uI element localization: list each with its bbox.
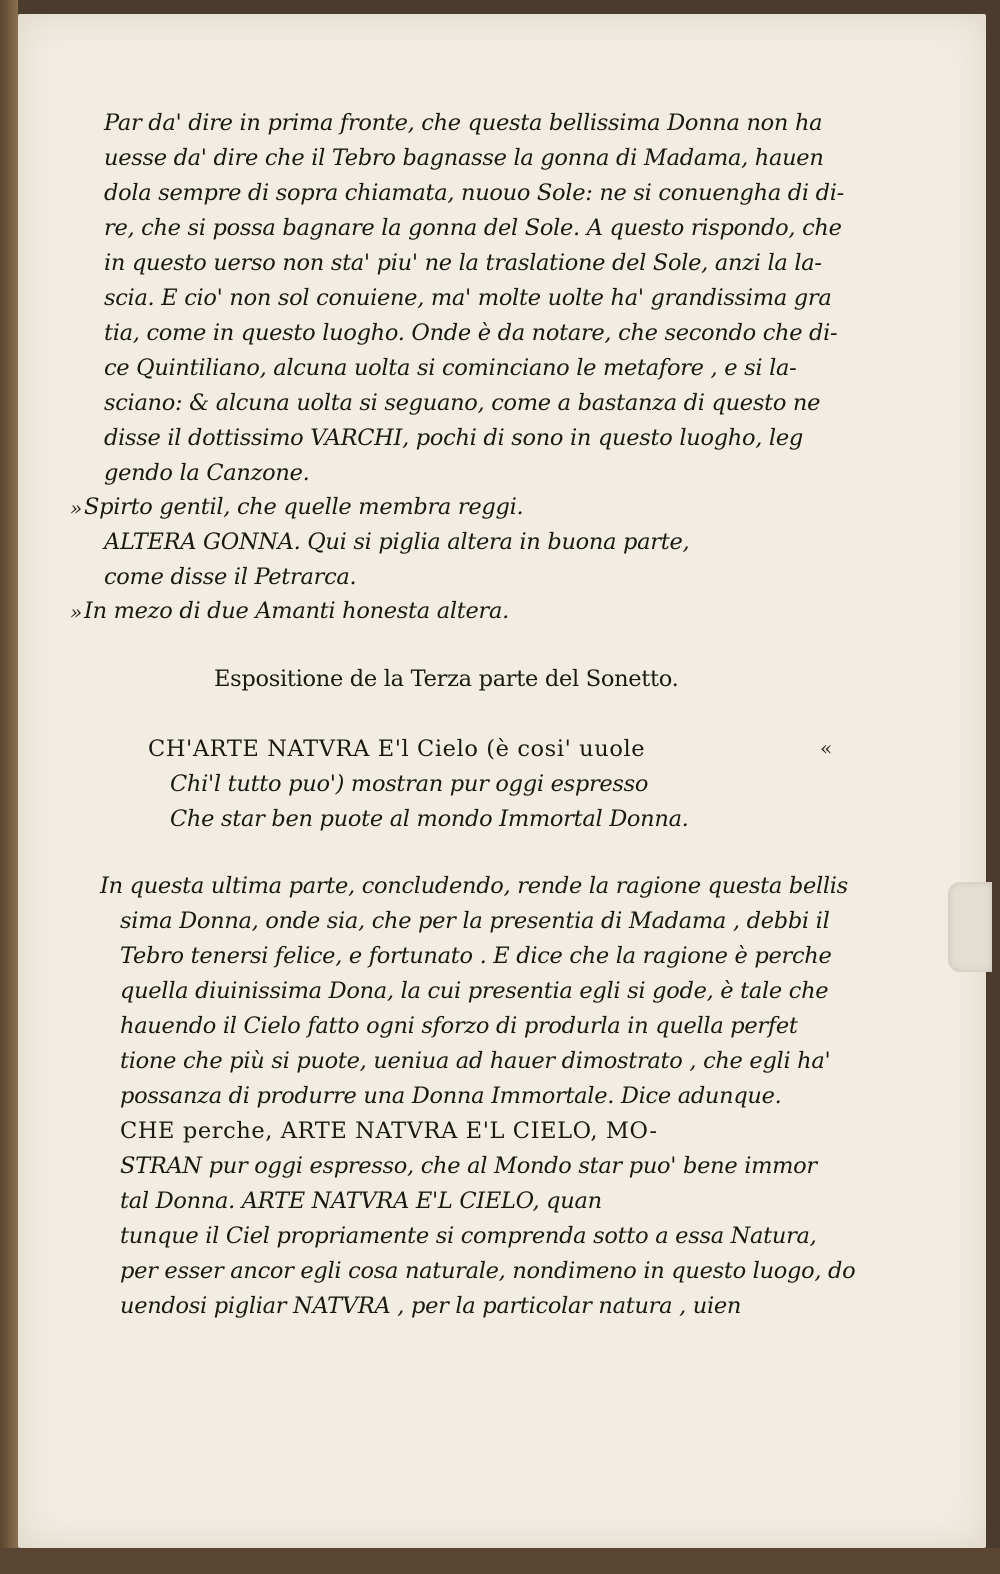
text-line: uesse da' dire che il Tebro bagnasse la gonna di Madama, hauen — [104, 145, 824, 171]
margin-quote-mark: » — [70, 600, 82, 624]
quotation-line: Spirto gentil, che quelle membra reggi. — [84, 494, 524, 520]
text-line: come disse il Petrarca. — [104, 564, 357, 590]
text-line: uendosi pigliar NATVRA , per la particolar natura , uien — [120, 1293, 742, 1319]
text-line: per esser ancor egli cosa naturale, nondimeno in questo luogo, do — [120, 1258, 856, 1284]
text-line: hauendo il Cielo fatto ogni sforzo di produrla in quella perfet — [120, 1013, 798, 1039]
text-line: disse il dottissimo VARCHI, pochi di sono in questo luogho, leg — [104, 425, 803, 451]
text-line: Tebro tenersi felice, e fortunato . E dice che la ragione è perche — [120, 943, 832, 969]
text-line: ALTERA GONNA. Qui si piglia altera in buona parte, — [104, 529, 690, 555]
text-line: sciano: & alcuna uolta si seguano, come a bastanza di questo ne — [104, 390, 821, 416]
margin-quote-mark: » — [70, 496, 82, 520]
text-line: in questo uerso non sta' piu' ne la traslatione del Sole, anzi la la- — [104, 250, 822, 276]
text-line: CHE perche, ARTE NATVRA E'L CIELO, MO- — [120, 1118, 658, 1144]
text-line: quella diuinissima Dona, la cui presentia egli si gode, è tale che — [120, 978, 829, 1004]
text-line: gendo la Canzone. — [104, 460, 310, 486]
book-spine-edge — [0, 0, 18, 1574]
book-page — [18, 14, 986, 1548]
text-line: tal Donna. ARTE NATVRA E'L CIELO, quan — [120, 1188, 602, 1214]
verse-line: Che star ben puote al mondo Immortal Donna. — [170, 806, 689, 832]
text-line: tia, come in questo luogho. Onde è da notare, che secondo che di- — [104, 320, 838, 346]
text-line: tunque il Ciel propriamente si comprenda sotto a essa Natura, — [120, 1223, 817, 1249]
quotation-line: In mezo di due Amanti honesta altera. — [84, 598, 509, 624]
text-line: scia. E cio' non sol conuiene, ma' molte uolte ha' grandissima gra — [104, 285, 832, 311]
text-line: re, che si possa bagnare la gonna del Sole. A questo rispondo, che — [104, 215, 842, 241]
text-line: possanza di produrre una Donna Immortale. Dice adunque. — [120, 1083, 782, 1109]
page-tab — [948, 882, 992, 972]
text-line: Par da' dire in prima fronte, che questa bellissima Donna non ha — [104, 110, 823, 136]
text-line: STRAN pur oggi espresso, che al Mondo star puo' bene immor — [120, 1153, 817, 1179]
text-line: dola sempre di sopra chiamata, nuouo Sole: ne si conuengha di di- — [104, 180, 844, 206]
section-heading: Espositione de la Terza parte del Sonetto. — [214, 666, 679, 692]
text-line: In questa ultima parte, concludendo, rende la ragione questa bellis — [100, 873, 848, 899]
text-line: sima Donna, onde sia, che per la presentia di Madama , debbi il — [120, 908, 830, 934]
book-bottom-edge — [0, 1548, 1000, 1574]
text-line: ce Quintiliano, alcuna uolta si cominciano le metafore , e si la- — [104, 355, 797, 381]
verse-quote-mark: « — [820, 736, 832, 760]
verse-line: CH'ARTE NATVRA E'l Cielo (è cosi' uuole — [148, 736, 646, 762]
verse-line: Chi'l tutto puo') mostran pur oggi espresso — [170, 771, 649, 797]
text-line: tione che più si puote, ueniua ad hauer dimostrato , che egli ha' — [120, 1048, 831, 1074]
